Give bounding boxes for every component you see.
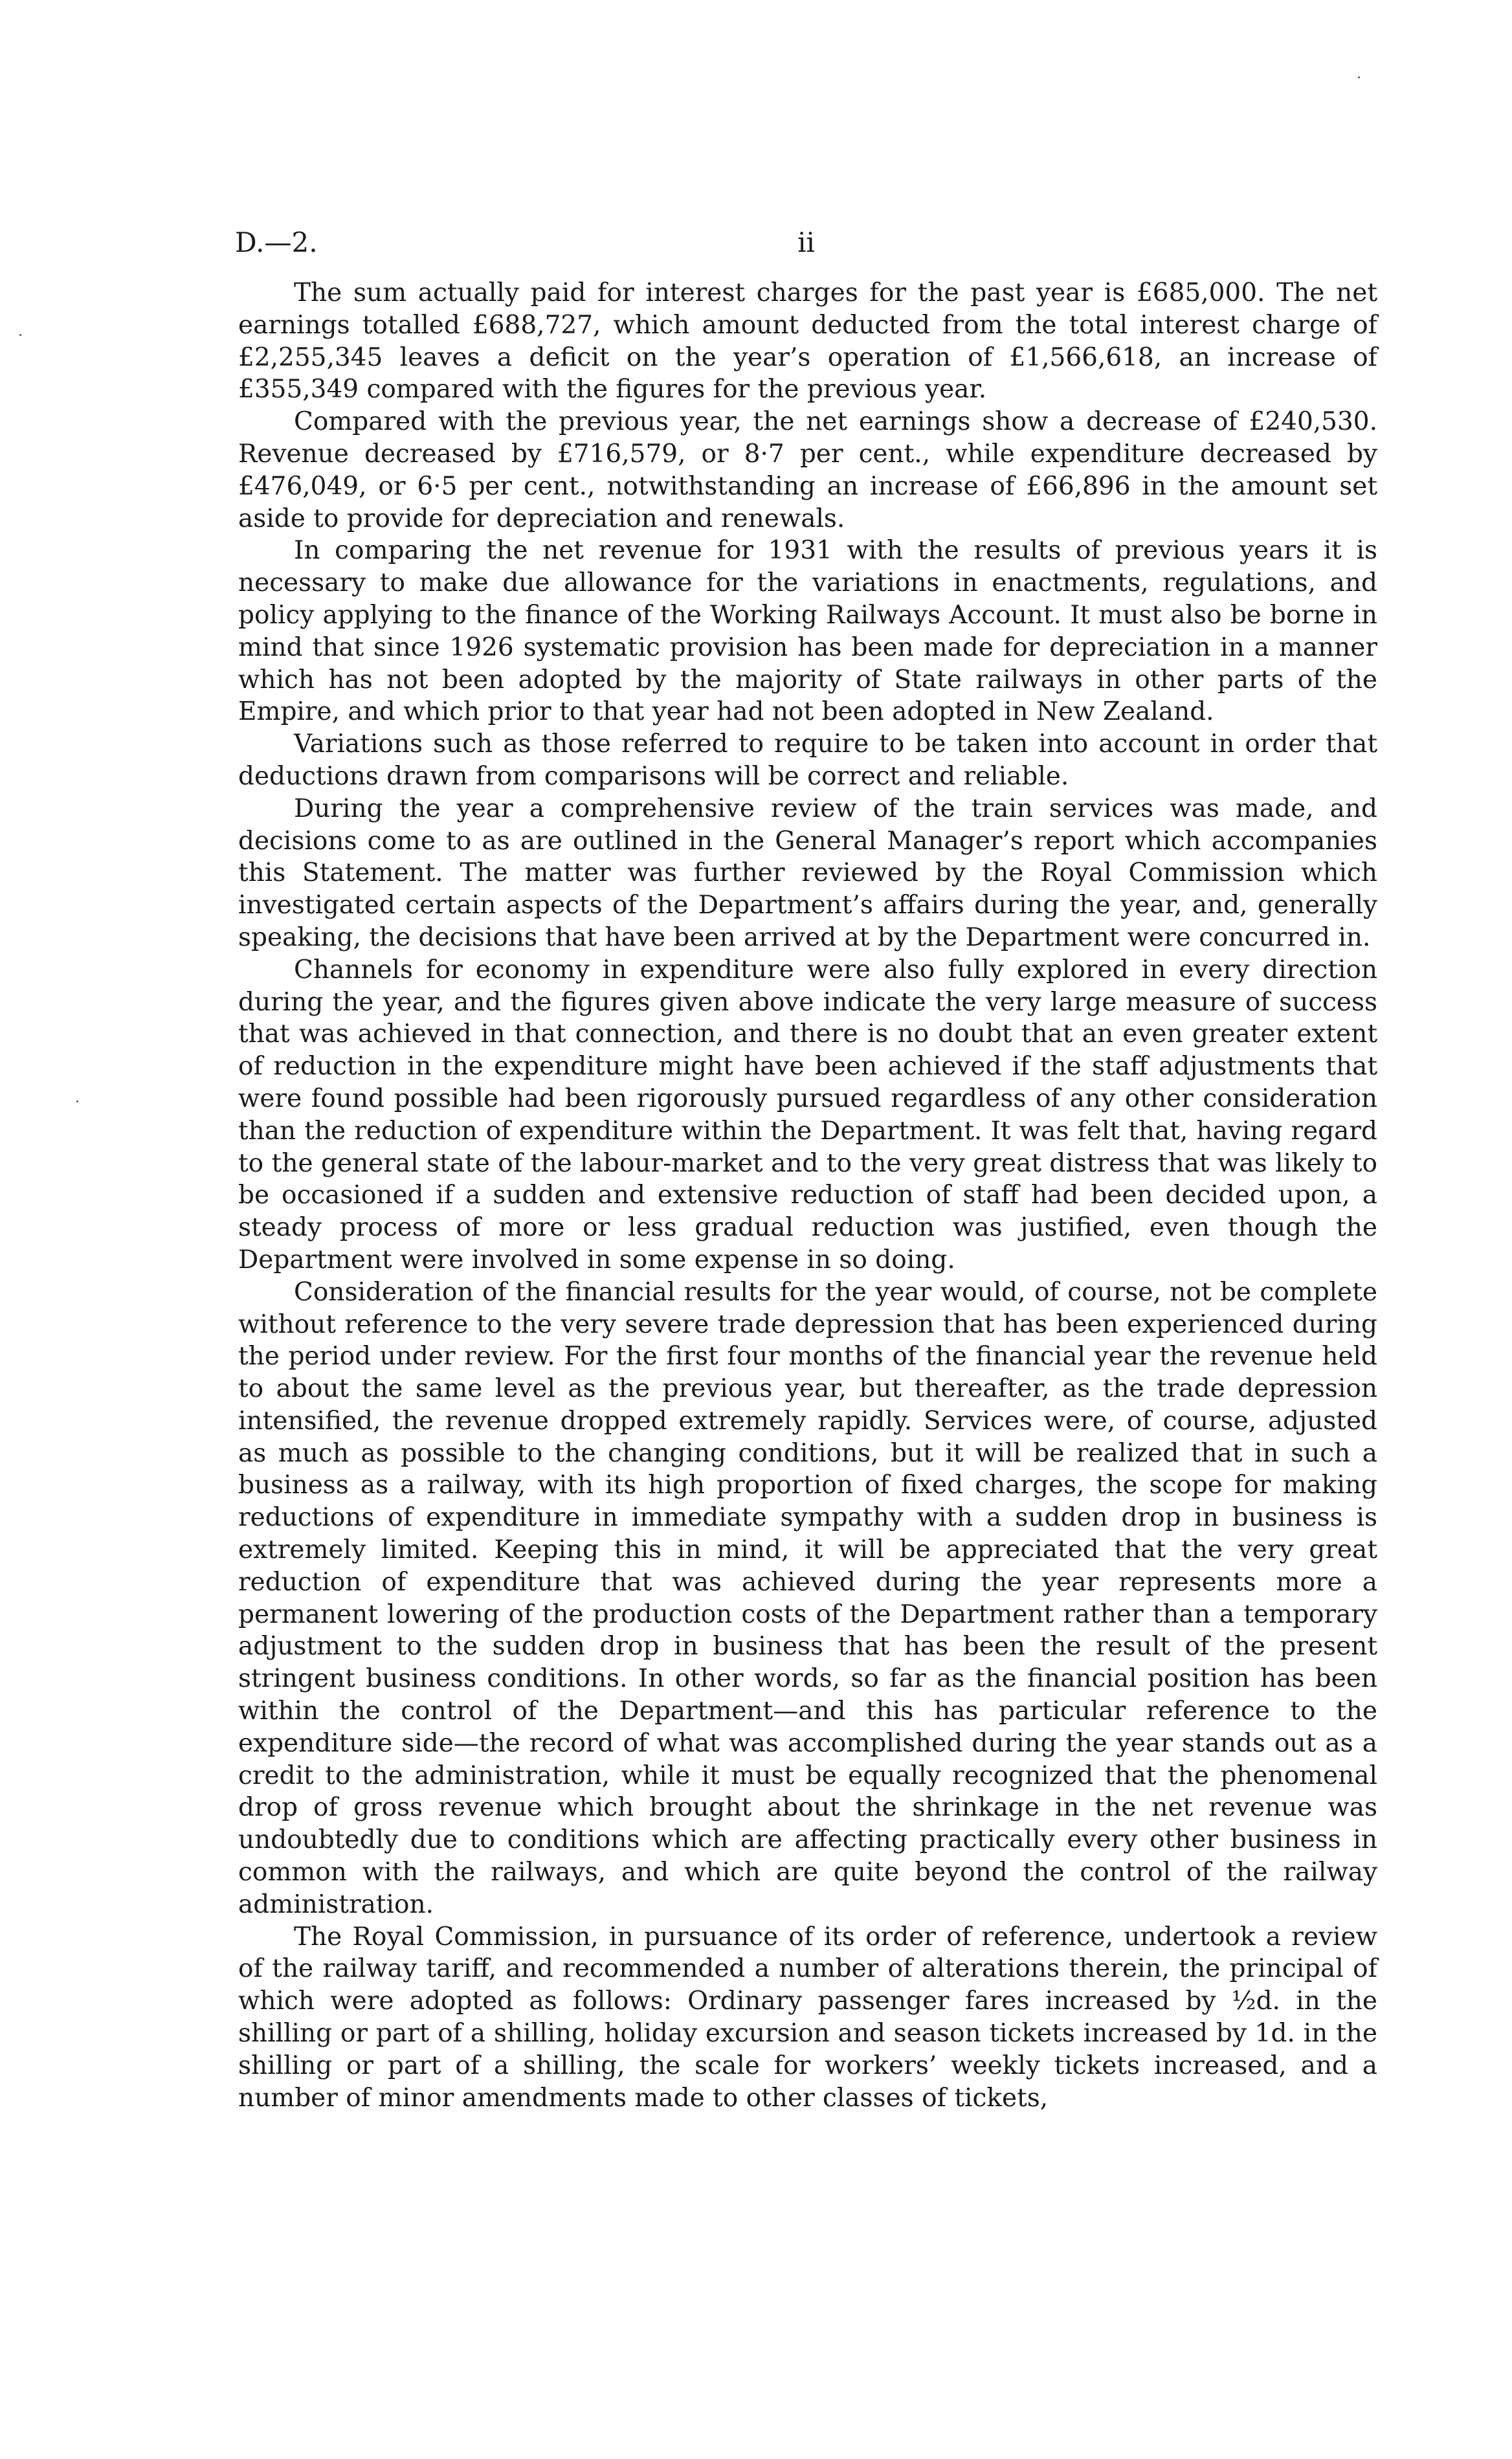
page-header bbox=[235, 223, 1377, 262]
paragraph-economy-in-expenditure: Channels for economy in expenditure were also fully explored in every direction during the year, and the figures given above indicate the very large measure of success that was achieved in that connection, and there is no doubt that an even greater extent of reduction in the expenditure might have been achieved if the staff adjustments that were found possible had been rigorously pursued regardless of any other consideration than the reduction of expenditure within the Department. It was felt that, having regard to the general state of the labour-market and to the very great distress that was likely to be occasioned if a sudden and extensive reduction of staff had been decided upon, a steady process of more or less gradual reduction was justified, even though the Department were involved in some expense in so doing. bbox=[238, 955, 1377, 1274]
paragraph-trade-depression: Consideration of the financial results for the year would, of course, not be complete without reference to the very severe trade depression that has been experienced during the period under review. For the first four months of the financial year the revenue held to about the same level as the previous year, but thereafter, as the trade depression intensified, the revenue dropped extremely rapidly. Services were, of course, adjusted as much as possible to the changing conditions, but it will be realized that in such a business as a railway, with its high proportion of fixed charges, the scope for making reductions of expenditure in immediate sympathy with a sudden drop in business is extremely limited. Keeping this in mind, it will be appreciated that the very great reduction of expenditure that was achieved during the year represents more a permanent lowering of the production costs of the Department rather than a temporary adjustment to the sudden drop in business that has been the result of the present stringent business conditions. In other words, so far as the financial position has been within the control of the Department—and this has particular reference to the expenditure side—the record of what was accomplished during the year stands out as a credit to the administration, while it must be equally recognized that the phenomenal drop of gross revenue which brought about the shrinkage in the net revenue was undoubtedly due to conditions which are affecting practically every other business in common with the railways, and which are quite beyond the control of the railway administration. bbox=[238, 1277, 1377, 1919]
page-number: ii bbox=[797, 227, 815, 258]
body-text bbox=[238, 277, 1377, 2114]
document-reference: D.—2. bbox=[235, 227, 318, 258]
paragraph-train-services-review: During the year a comprehensive review of the train services was made, and decisions come to as are outlined in the General Manager’s report which accompanies this Statement. The matter was further reviewed by the Royal Commission which investigated certain aspects of the Department’s affairs during the year, and, generally speaking, the decisions that have been arrived at by the Department were concurred in. bbox=[238, 794, 1377, 952]
paragraph-interest-charges: The sum actually paid for interest charges for the past year is £685,000. The net earnings totalled £688,727, which amount deducted from the total interest charge of £2,255,345 leaves a deficit on the year’s operation of £1,566,618, an increase of £355,349 compared with the figures for the previous year. bbox=[238, 278, 1377, 405]
paragraph-railway-tariff: The Royal Commission, in pursuance of its order of reference, undertook a review of the railway tariff, and recommended a number of alterations therein, the principal of which were adopted as follows: Ordinary passenger fares increased by ½d. in the shilling or part of a shilling, holiday excursion and season tickets increased by 1d. in the shilling or part of a shilling, the scale for workers’ weekly tickets increased, and a number of minor amendments made to other classes of tickets, bbox=[238, 1922, 1377, 2113]
paragraph-variations: Variations such as those referred to require to be taken into account in order that deductions drawn from comparisons will be correct and reliable. bbox=[238, 729, 1377, 791]
scan-speck bbox=[76, 1100, 78, 1102]
paragraph-net-earnings-comparison: Compared with the previous year, the net earnings show a decrease of £240,530. Revenue decreased by £716,579, or 8·7 per cent., while expenditure decreased by £476,049, or 6·5 per cent., notwithstanding an increase of £66,896 in the amount set aside to provide for depreciation and renewals. bbox=[238, 407, 1377, 533]
scan-speck bbox=[1358, 76, 1360, 78]
paragraph-net-revenue-comparison: In comparing the net revenue for 1931 with the results of previous years it is necessary to make due allowance for the variations in enactments, regulations, and policy applying to the finance of the Working Railways Account. It must also be borne in mind that since 1926 systematic provision has been made for depreciation in a manner which has not been adopted by the majority of State railways in other parts of the Empire, and which prior to that year had not been adopted in New Zealand. bbox=[238, 536, 1377, 727]
scan-speck bbox=[19, 334, 21, 336]
